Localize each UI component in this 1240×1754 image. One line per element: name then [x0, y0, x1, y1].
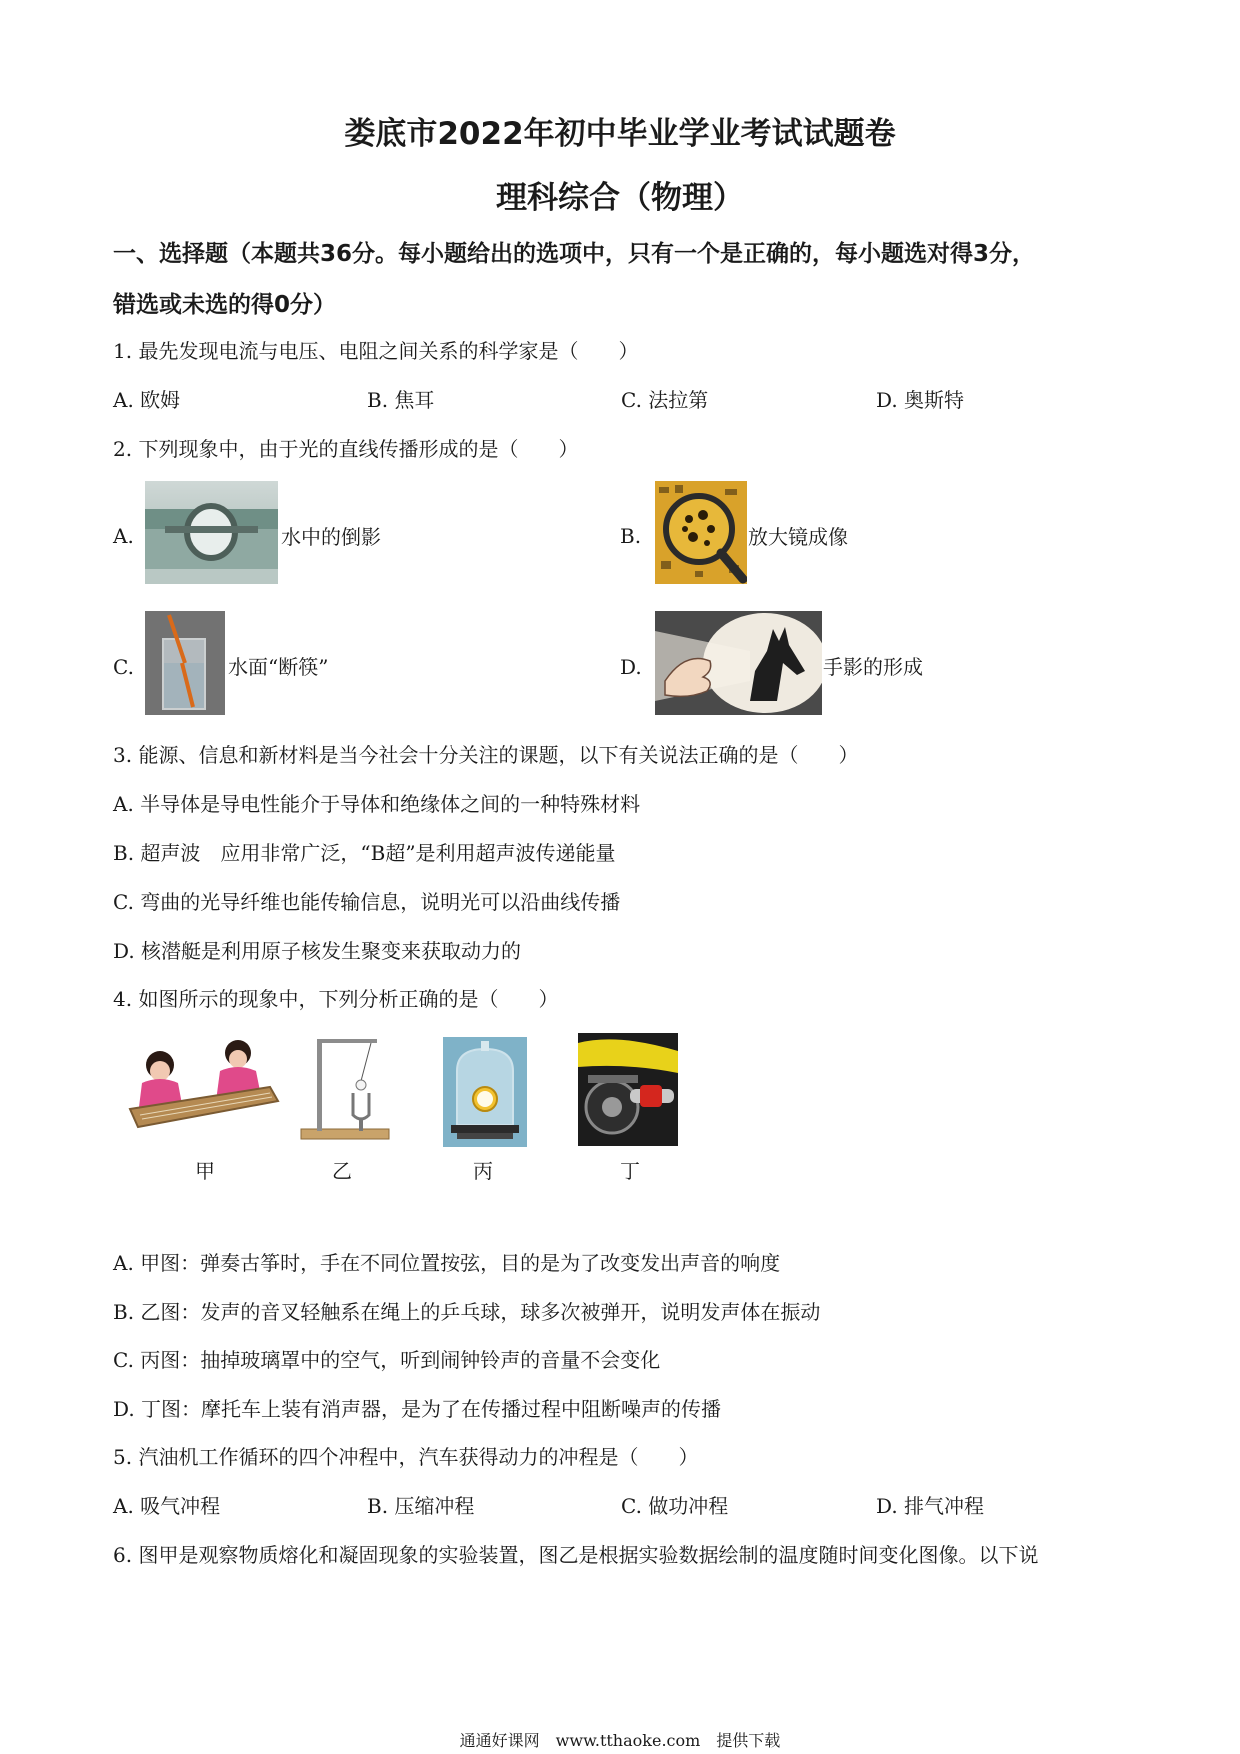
question-2-option-a-letter: A. [113, 524, 134, 548]
tuning-fork-image [295, 1027, 397, 1142]
question-2-option-c-text: 水面“断筷” [228, 655, 329, 679]
question-4-option-a: A. 甲图：弹奏古筝时，手在不同位置按弦，目的是为了改变发出声音的响度 [113, 1251, 781, 1275]
figure-caption-bing: 丙 [473, 1159, 493, 1183]
chopstick-in-water-image [145, 611, 225, 715]
question-1-option-d: D. 奥斯特 [876, 388, 965, 412]
guzheng-player-image [120, 1031, 282, 1139]
question-2-option-c-letter: C. [113, 655, 134, 679]
question-4-stem: 4. 如图所示的现象中，下列分析正确的是（ ） [113, 987, 559, 1011]
magnifier-image [655, 481, 747, 584]
page-title: 娄底市2022年初中毕业学业考试试题卷 [344, 116, 896, 152]
figure-caption-yi: 乙 [332, 1159, 352, 1183]
question-5-option-a: A. 吸气冲程 [113, 1494, 221, 1518]
question-1-option-a: A. 欧姆 [113, 388, 181, 412]
question-1-stem: 1. 最先发现电流与电压、电阻之间关系的科学家是（ ） [113, 339, 639, 363]
question-4-option-c: C. 丙图：抽掉玻璃罩中的空气，听到闹钟铃声的音量不会变化 [113, 1348, 661, 1372]
question-4-option-b: B. 乙图：发声的音叉轻触系在绳上的乒乓球，球多次被弹开，说明发声体在振动 [113, 1300, 821, 1324]
question-1-option-c: C. 法拉第 [621, 388, 709, 412]
question-5-option-d: D. 排气冲程 [876, 1494, 985, 1518]
motorcycle-muffler-image [578, 1033, 678, 1146]
question-3-option-a: A. 半导体是导电性能介于导体和绝缘体之间的一种特殊材料 [113, 792, 641, 816]
section-heading-line2: 错选或未选的得0分） [113, 292, 337, 318]
question-2-option-d-letter: D. [620, 655, 642, 679]
question-5-option-c: C. 做功冲程 [621, 1494, 729, 1518]
question-1-option-b: B. 焦耳 [367, 388, 435, 412]
question-2-option-a-text: 水中的倒影 [281, 525, 381, 549]
question-3-option-b: B. 超声波 应用非常广泛，“B超”是利用超声波传递能量 [113, 841, 616, 865]
question-2-stem: 2. 下列现象中，由于光的直线传播形成的是（ ） [113, 437, 579, 461]
figure-caption-jia: 甲 [195, 1159, 215, 1183]
bell-jar-alarm-image [443, 1037, 527, 1147]
figure-caption-ding: 丁 [620, 1159, 640, 1183]
page-footer: 通通好课网 www.tthaoke.com 提供下载 [459, 1731, 781, 1750]
question-2-option-d-text: 手影的形成 [823, 655, 923, 679]
question-3-option-d: D. 核潜艇是利用原子核发生聚变来获取动力的 [113, 939, 522, 963]
question-3-option-c: C. 弯曲的光导纤维也能传输信息，说明光可以沿曲线传播 [113, 890, 621, 914]
question-6-stem: 6. 图甲是观察物质熔化和凝固现象的实验装置，图乙是根据实验数据绘制的温度随时间变化图像。以下说 [113, 1543, 1039, 1567]
section-heading-line1: 一、选择题（本题共36分。每小题给出的选项中，只有一个是正确的，每小题选对得3分， [113, 241, 1036, 267]
page-subtitle: 理科综合（物理） [496, 180, 744, 216]
question-4-option-d: D. 丁图：摩托车上装有消声器，是为了在传播过程中阻断噪声的传播 [113, 1397, 722, 1421]
question-2-option-b-letter: B. [620, 524, 642, 548]
question-3-stem: 3. 能源、信息和新材料是当今社会十分关注的课题，以下有关说法正确的是（ ） [113, 743, 859, 767]
question-5-stem: 5. 汽油机工作循环的四个冲程中，汽车获得动力的冲程是（ ） [113, 1445, 699, 1469]
question-2-option-b-text: 放大镜成像 [748, 525, 848, 549]
hand-shadow-image [655, 611, 822, 715]
question-5-option-b: B. 压缩冲程 [367, 1494, 475, 1518]
bridge-reflection-image [145, 481, 278, 584]
